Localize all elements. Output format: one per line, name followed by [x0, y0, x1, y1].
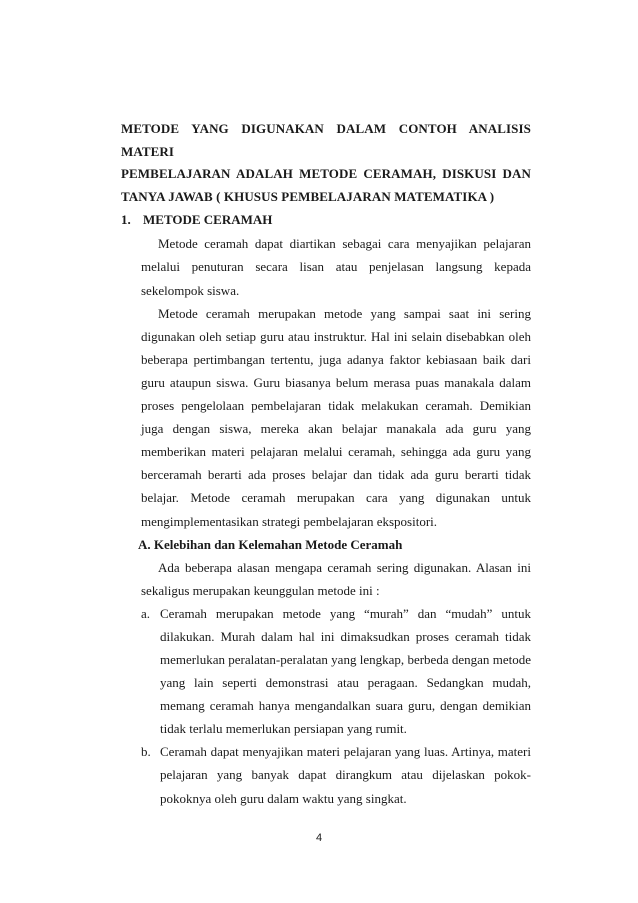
section-heading-text: METODE CERAMAH — [143, 212, 273, 228]
list-item — [141, 602, 531, 741]
title-line-3: TANYA JAWAB ( KHUSUS PEMBELAJARAN MATEMATIKA ) — [121, 188, 495, 204]
section-heading — [121, 208, 531, 232]
section-body — [138, 232, 531, 809]
document-title — [121, 118, 531, 208]
paragraph: Metode ceramah merupakan metode yang sampai saat ini sering digunakan oleh setiap guru atau instruktur. Hal ini selain disebabkan oleh beberapa pertimbangan tertentu, juga adanya faktor kebiasaan baik dari guru ataupun siswa. Guru biasanya belum merasa puas manakala dalam proses pengelolaan pembelajaran tidak melakukan ceramah. Demikian juga dengan siswa, mereka akan belajar manakala ada guru yang memberikan materi pelajaran melalui ceramah, sehingga ada guru yang berceramah berarti ada proses belajar dan tidak ada guru berarti tidak belajar. Metode ceramah merupakan cara yang digunakan untuk mengimplementasikan strategi pembelajaran ekspositori. — [141, 305, 531, 529]
paragraph: Metode ceramah dapat diartikan sebagai cara menyajikan pelajaran melalui penuturan secara lisan atau penjelasan langsung kepada sekelompok siswa. — [141, 236, 531, 298]
subsection-intro: Ada beberapa alasan mengapa ceramah sering digunakan. Alasan ini sekaligus merupakan keunggulan metode ini : — [141, 559, 531, 598]
list-item — [141, 740, 531, 809]
title-line-2: PEMBELAJARAN ADALAH METODE CERAMAH, DISKUSI DAN — [121, 166, 531, 182]
list-marker: b. — [141, 744, 151, 760]
list-item-text: Ceramah merupakan metode yang “murah” dan “mudah” untuk dilakukan. Murah dalam hal ini dimaksudkan proses ceramah tidak memerlukan peralatan-peralatan yang lengkap, berbeda dengan metode yang lain seperti demonstrasi atau peragaan. Sedangkan mudah, memang ceramah hanya mengandalkan suara guru, dengan demikian tidak terlalu memerlukan persiapan yang rumit. — [160, 605, 531, 737]
page-number: 4 — [315, 832, 323, 844]
subsection-heading: A. Kelebihan dan Kelemahan Metode Ceramah — [138, 536, 403, 552]
title-line-1: METODE YANG DIGUNAKAN DALAM CONTOH ANALISIS MATERI — [121, 121, 531, 159]
list-marker: a. — [141, 605, 151, 621]
list-item-text: Ceramah dapat menyajikan materi pelajaran yang luas. Artinya, materi pelajaran yang banyak dapat dirangkum atau dijelaskan pokok-pokoknya oleh guru dalam waktu yang singkat. — [160, 744, 531, 806]
section-number: 1. — [121, 212, 131, 228]
page-content — [121, 118, 531, 810]
